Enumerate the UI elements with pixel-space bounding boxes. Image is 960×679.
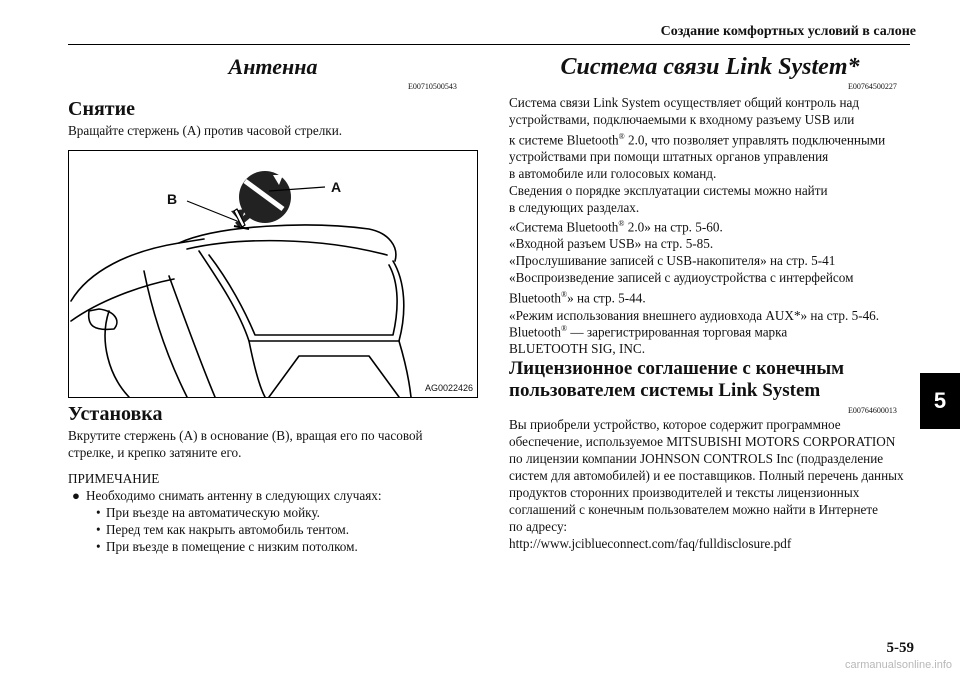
note-item: • При въезде в помещение с низким потолком. <box>96 539 358 554</box>
references-list <box>509 215 913 324</box>
right-section-code: E00764500227 <box>848 82 897 91</box>
note-item: • При въезде на автоматическую мойку. <box>96 505 320 520</box>
reference-link[interactable]: «Входной разъем USB» на стр. 5-85. <box>509 236 714 252</box>
figure-code: AG0022426 <box>424 383 473 393</box>
license-url[interactable]: http://www.jciblueconnect.com/faq/fulldisclosure.pdf <box>509 536 792 551</box>
install-line: стрелке, и крепко затяните его. <box>68 445 242 460</box>
plate-recess <box>269 356 399 397</box>
reference-link[interactable]: «Система Bluetooth® 2.0» на стр. 5-60. <box>509 219 723 235</box>
reference-link[interactable]: Bluetooth®» на стр. 5-44. <box>509 290 646 306</box>
left-section-code: E00710500543 <box>408 82 457 91</box>
removal-text: Вращайте стержень (A) против часовой стрелки. <box>68 123 343 138</box>
install-heading: Установка <box>68 403 163 425</box>
intro-line: к системе Bluetooth® 2.0, что позволяет управлять подключенными <box>509 132 886 148</box>
chapter-tab: 5 <box>920 373 960 429</box>
intro-line: устройствами, подключаемыми к входному разъему USB или <box>509 112 855 127</box>
figure-label-a: A <box>331 179 342 195</box>
figure-label-b: B <box>167 191 178 207</box>
intro-line: Сведения о порядке эксплуатации системы можно найти <box>509 183 828 199</box>
watermark: carmanualsonline.info <box>844 659 952 671</box>
license-code: E00764600013 <box>848 406 897 415</box>
intro-line: в автомобиле или голосовых команд. <box>509 166 717 182</box>
license-heading: Лицензионное соглашение с конечным пользователем системы Link System <box>509 358 845 401</box>
page-number: 5-59 <box>886 640 914 656</box>
reference-link[interactable]: «Режим использования внешнего аудиовхода AUX*» на стр. 5-46. <box>509 307 880 323</box>
spoiler <box>179 225 396 261</box>
note-heading: ПРИМЕЧАНИЕ <box>68 471 160 486</box>
note-item: • Перед тем как накрыть автомобиль тентом. <box>96 522 350 537</box>
car-rear-illustration <box>69 151 477 397</box>
note-block <box>68 470 480 555</box>
bullet-icon: ● <box>72 488 80 503</box>
rear-window <box>199 251 404 341</box>
intro-line: Система связи Link System осуществляет общий контроль над <box>509 95 860 110</box>
intro-line: устройствами при помощи штатных органов управления <box>509 149 829 165</box>
intro-text <box>509 94 913 216</box>
right-section-title: Система связи Link System* <box>560 54 860 80</box>
install-text <box>68 427 480 461</box>
license-text: Вы приобрели устройство, которое содержит программное обеспечение, используемое MITSUBISHI MOTORS CORPORATION по лицензии компании JOHNSON CONTROLS Inc (подразделение систем для автомобилей) и ее поставщиков. Полный перечень данных продуктов сторонних производителей и тексты лицензионных соглашений с конечным пользователем можно найти в Интернете по адресу: http://www.jciblueconnect.com/faq/fulldisclosure.pdf <box>509 416 913 552</box>
antenna-figure <box>68 150 478 398</box>
install-line: Вкрутите стержень (A) в основание (B), вращая его по часовой <box>68 428 423 443</box>
note-bullet: ● Необходимо снимать антенну в следующих случаях: <box>72 488 382 503</box>
running-header: Создание комфортных условий в салоне <box>660 24 916 39</box>
left-section-title: Антенна <box>228 54 318 79</box>
removal-heading: Снятие <box>68 98 136 120</box>
reference-link[interactable]: «Прослушивание записей с USB-накопителя» на стр. 5-41 <box>509 253 836 269</box>
trademark-text: Bluetooth® — зарегистрированная торговая марка BLUETOOTH SIG, INC. <box>509 324 788 357</box>
roof-line <box>71 239 204 301</box>
reference-link[interactable]: «Воспроизведение записей с аудиоустройства с интерфейсом <box>509 270 854 286</box>
intro-line: в следующих разделах. <box>509 200 640 216</box>
header-rule <box>68 44 910 45</box>
